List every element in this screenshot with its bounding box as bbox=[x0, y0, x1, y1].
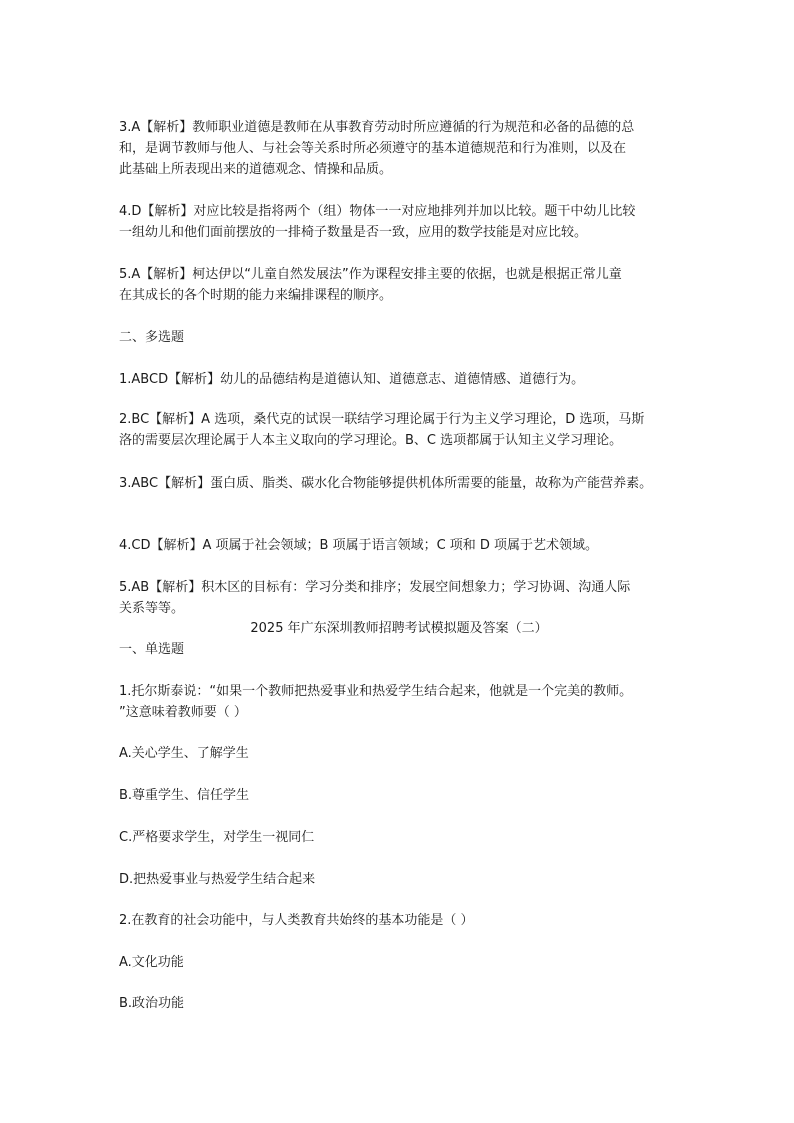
q1-option-a: A.关心学生、了解学生 bbox=[119, 746, 249, 761]
q2-option-b: B.政治功能 bbox=[119, 996, 185, 1011]
answer-line: 4.CD【解析】A 项属于社会领域；B 项属于语言领域；C 项和 D 项属于艺术领域。 bbox=[119, 538, 599, 553]
multi-answer-5 bbox=[119, 577, 679, 619]
section-heading-single: 一、单选题 bbox=[119, 642, 185, 657]
answer-line: 关系等等。 bbox=[119, 601, 185, 616]
answer-line: 3.A【解析】教师职业道德是教师在从事教育劳动时所应遵循的行为规范和必备的品德的总 bbox=[119, 120, 635, 135]
answer-line: 一组幼儿和他们面前摆放的一排椅子数量是否一致，应用的数学技能是对应比较。 bbox=[119, 225, 588, 240]
answer-line: 4.D【解析】对应比较是指将两个（组）物体一一对应地排列并加以比较。题干中幼儿比较 bbox=[119, 204, 636, 219]
q2-option-a: A.文化功能 bbox=[119, 955, 184, 970]
answer-line: 洛的需要层次理论属于人本主义取向的学习理论。B、C 选项都属于认知主义学习理论。 bbox=[119, 433, 623, 448]
answer-line: 5.A【解析】柯达伊以“儿童自然发展法”作为课程安排主要的依据，也就是根据正常儿童 bbox=[119, 267, 622, 282]
question-line: 2.在教育的社会功能中，与人类教育共始终的基本功能是（ ） bbox=[119, 913, 474, 928]
answer-line: 在其成长的各个时期的能力来编排课程的顺序。 bbox=[119, 288, 393, 303]
section-heading-multi: 二、多选题 bbox=[119, 330, 185, 345]
answer-line: 3.ABC【解析】蛋白质、脂类、碳水化合物能够提供机体所需要的能量，故称为产能营养素。 bbox=[119, 476, 653, 491]
multi-answer-4 bbox=[119, 535, 679, 556]
answer-3 bbox=[119, 117, 679, 180]
q1-option-b: B.尊重学生、信任学生 bbox=[119, 788, 250, 803]
question-line: 1.托尔斯泰说：“如果一个教师把热爱事业和热爱学生结合起来，他就是一个完美的教师。 bbox=[119, 684, 633, 699]
multi-answer-2 bbox=[119, 409, 679, 451]
question-line: ”这意味着教师要（ ） bbox=[119, 705, 247, 720]
answer-line: 此基础上所表现出来的道德观念、情操和品质。 bbox=[119, 162, 393, 177]
answer-line: 5.AB【解析】积木区的目标有：学习分类和排序；发展空间想象力；学习协调、沟通人际 bbox=[119, 580, 631, 595]
exam-title: 2025 年广东深圳教师招聘考试模拟题及答案（二） bbox=[250, 621, 548, 636]
q1-option-c: C.严格要求学生，对学生一视同仁 bbox=[119, 830, 315, 845]
multi-answer-3 bbox=[119, 473, 689, 494]
multi-answer-1 bbox=[119, 369, 679, 390]
answer-5 bbox=[119, 264, 679, 306]
question-2 bbox=[119, 910, 679, 931]
answer-4 bbox=[119, 201, 679, 243]
q1-option-d: D.把热爱事业与热爱学生结合起来 bbox=[119, 872, 316, 887]
question-1 bbox=[119, 681, 679, 723]
answer-line: 2.BC【解析】A 选项，桑代克的试误一联结学习理论属于行为主义学习理论，D 选项，马斯 bbox=[119, 412, 645, 427]
answer-line: 和，是调节教师与他人、与社会等关系时所必须遵守的基本道德规范和行为准则，以及在 bbox=[119, 141, 627, 156]
answer-line: 1.ABCD【解析】幼儿的品德结构是道德认知、道德意志、道德情感、道德行为。 bbox=[119, 372, 585, 387]
